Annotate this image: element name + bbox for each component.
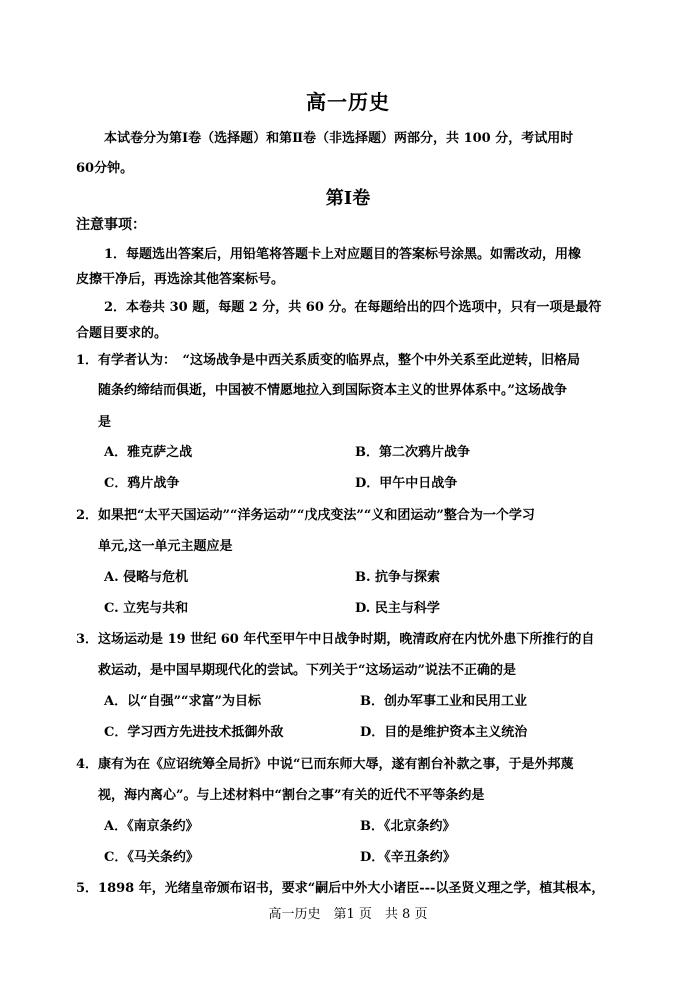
intro-line-2: 60分钟。 xyxy=(76,161,134,176)
question-5-line-1: 5．1898 年，光绪皇帝颁布诏书，要求“嗣后中外大小诸臣---以圣贤义理之学，植其根本， xyxy=(76,881,605,896)
page-footer: 高一历史 第1 页 共 8 页 xyxy=(268,907,428,922)
intro-line-1: 本试卷分为第Ⅰ卷（选择题）和第Ⅱ卷（非选择题）两部分，共 100 分，考试用时 xyxy=(104,131,574,146)
question-1-line-3: 是 xyxy=(98,415,112,430)
question-1-option-b: B．第二次鸦片战争 xyxy=(355,445,470,460)
notes-heading: 注意事项： xyxy=(76,217,146,233)
question-2-line-2: 单元,这一单元主题应是 xyxy=(98,539,233,554)
question-4-option-c: C．《马关条约》 xyxy=(104,850,199,865)
question-2-option-b: B. 抗争与探索 xyxy=(355,570,441,585)
question-1-line-2: 随条约缔结而俱逝，中国被不情愿地拉入到国际资本主义的世界体系中。”这场战争 xyxy=(98,383,567,398)
question-2-option-a: A. 侵略与危机 xyxy=(104,570,189,585)
question-4-option-a: A．《南京条约》 xyxy=(104,819,199,834)
question-1-option-d: D．甲午中日战争 xyxy=(355,476,458,491)
question-4-line-1: 4．康有为在《应诏统筹全局折》中说“已而东师大辱，遂有割台补款之事，于是外邦蔑 xyxy=(76,757,574,772)
question-3-option-a: A．以“自强”“求富”为目标 xyxy=(104,694,261,709)
question-1-line-1: 1．有学者认为： “这场战争是中西关系质变的临界点，整个中外关系至此逆转，旧格局 xyxy=(76,353,581,368)
section-title: 第Ⅰ卷 xyxy=(325,188,371,209)
question-3-option-d: D．目的是维护资本主义统治 xyxy=(360,725,528,740)
page-title: 高一历史 xyxy=(306,90,390,114)
question-4-line-2: 视，海内离心”。与上述材料中“割台之事”有关的近代不平等条约是 xyxy=(98,788,485,803)
question-1-option-a: A．雅克萨之战 xyxy=(104,445,193,460)
question-1-option-c: C．鸦片战争 xyxy=(104,476,180,491)
question-4-option-b: B．《北京条约》 xyxy=(360,819,456,834)
notes-item-1-line-2: 皮擦干净后，再选涂其他答案标号。 xyxy=(76,272,285,287)
question-3-line-1: 3．这场运动是 19 世纪 60 年代至甲午中日战争时期，晚清政府在内忧外患下所推行的自 xyxy=(76,632,595,647)
question-3-option-c: C．学习西方先进技术抵御外敌 xyxy=(104,725,284,740)
question-3-line-2: 救运动，是中国早期现代化的尝试。下列关于“这场运动”说法不正确的是 xyxy=(98,663,516,678)
question-3-option-b: B．创办军事工业和民用工业 xyxy=(360,694,527,709)
question-2-line-1: 2．如果把“太平天国运动”“洋务运动”“戊戌变法”“义和团运动”整合为一个学习 xyxy=(76,508,535,523)
question-2-option-d: D. 民主与科学 xyxy=(355,601,440,616)
notes-item-1-line-1: 1．每题选出答案后，用铅笔将答题卡上对应题目的答案标号涂黑。如需改动，用橡 xyxy=(104,247,582,262)
notes-item-2-line-1: 2．本卷共 30 题，每题 2 分，共 60 分。在每题给出的四个选项中，只有一项是最符 xyxy=(104,300,602,315)
question-2-option-c: C. 立宪与共和 xyxy=(104,601,189,616)
notes-item-2-line-2: 合题目要求的。 xyxy=(76,326,168,341)
question-4-option-d: D．《辛丑条约》 xyxy=(360,850,456,865)
